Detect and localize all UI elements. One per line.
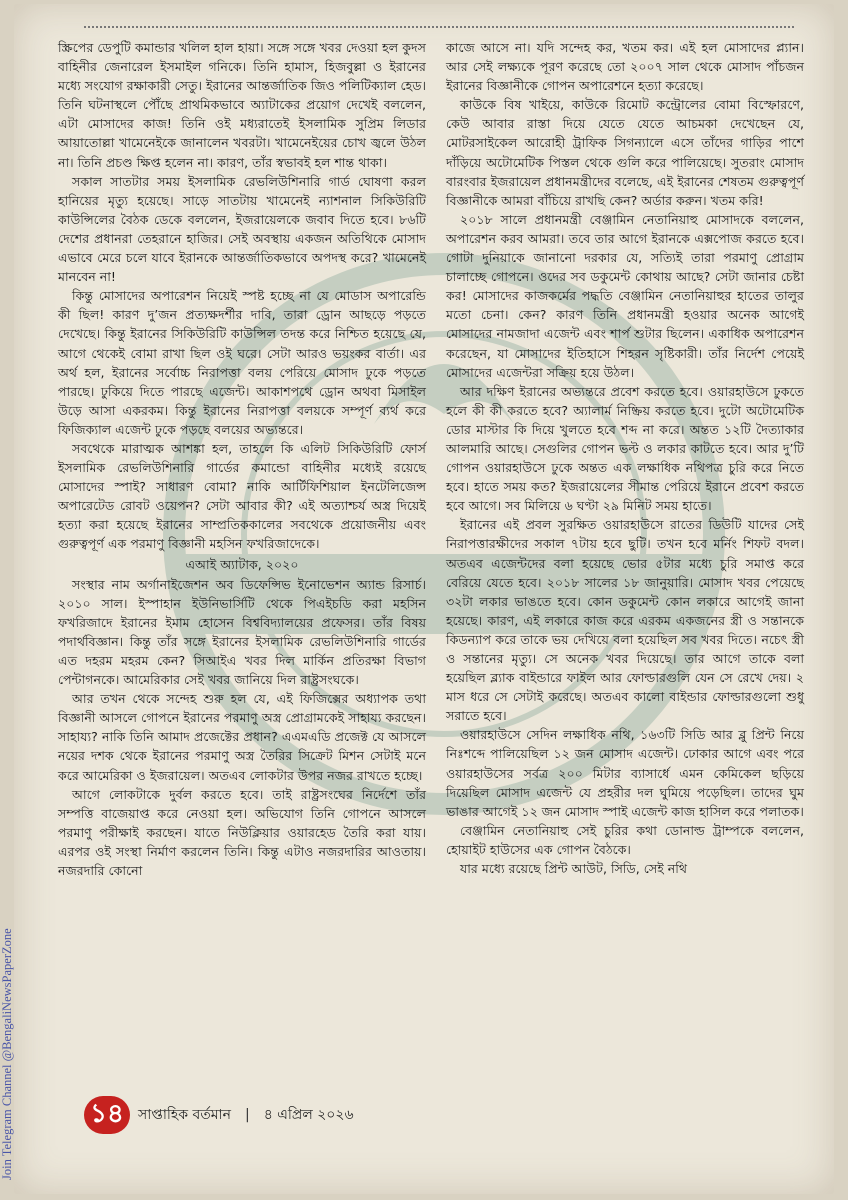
paragraph: সংস্থার নাম অর্গানাইজেশন অব ডিফেন্সিভ ইনোভেশন অ্যান্ড রিসার্চ। ২০১০ সাল। ইস্পাহান ইউনিভার্সিটি থেকে পিএইচডি করা মহসিন ফখরিজাদে ইরানের ইমাম হোসেন বিশ্ববিদ্যালয়ের প্রফেসর। তাঁর বিষয় পদার্থবিজ্ঞান। কিন্তু তাঁর সঙ্গে ইরানের ইসলামিক রেভলিউশিনারি গার্ডের এত দহরম মহরম কেন? সিআইএ খবর দিল মার্কিন প্রতিরক্ষা বিভাগ পেন্টাগনকে। আমেরিকার সেই খবর জানিয়ে দিল রাষ্ট্রসংঘকে। bbox=[58, 576, 426, 688]
paragraph: স্ক্রিপের ডেপুটি কমান্ডার খলিল হাল হায়া। সঙ্গে সঙ্গে খবর দেওয়া হল কুদস বাহিনীর জেনারেল ইসমাইল গনিকে। তিনি হামাস, হিজবুল্লা ও ইরানের মধ্যে সংযোগ রক্ষাকারী সেতু। ইরানের আন্তর্জাতিক জিও পলিটিক্যাল হেড। তিনি ঘটনাস্থলে পৌঁছে প্রাথমিকভাবে অ্যাটাকের প্রয়োগ দেখেই বললেন, এটা মোসাদের কাজ! তিনি ওই মধ্যরাতেই ইসলামিক সুপ্রিম লিডার আয়াতোল্লা খামেনেইকে জানালেন খবরটা। খামেনেইয়ের চোখ জ্বলে উঠল না। তিনি প্রচণ্ড ক্ষিপ্ত হলেন না। কারণ, তাঁর স্বভাবই হল শান্ত থাকা। bbox=[58, 40, 426, 170]
paragraph: ইরানের এই প্রবল সুরক্ষিত ওয়ারহাউসে রাতের ডিউটি যাদের সেই নিরাপত্তারক্ষীদের সকাল ৭টায় হবে ছুটি। তখন হবে মর্নিং শিফট বদল। অতএব এজেন্টদের বলা হয়েছে ভোর ৫টার মধ্যে চুরি সমাপ্ত করে বেরিয়ে যেতে হবে। ২০১৮ সালের ১৮ জানুয়ারি। মোসাদ খবর পেয়েছে ৩২টা লকার ভাঙতে হবে। কোন ডকুমেন্ট কোন লকারে আগেই জানা হয়েছে। কারণ, এই লকারে কাজ করে এরকম একজনের স্ত্রী ও সন্তানকে কিডন্যাপ করে তাকে ভয় দেখিয়ে বলা হয়েছিল সব খবর দিতে। নচেৎ স্ত্রী ও সন্তানের মৃত্যু। সে অনেক খবর দিয়েছে। তার আগে তাকে বলা হয়েছিল ব্ল্যাক বাইন্ডারে ফাইল আর ফোল্ডারগুলি যেন সে রেখে দেয়। ২ মাস ধরে সে সেটাই করেছে। অতএব কালো বাইন্ডার ফোল্ডারগুলো শুধু সরাতে হবে। bbox=[446, 517, 804, 724]
side-telegram-left: Join Telegram Channel @BengaliNewsPaperZone bbox=[0, 928, 14, 1180]
paragraph: ২০১৮ সালে প্রধানমন্ত্রী বেঞ্জামিন নেতানিয়াহু মোসাদকে বললেন, অপারেশন করব আমরা। তবে তার আগে ইরানকে এক্সপোজ করতে হবে। গোটা দুনিয়াকে জানানো দরকার যে, সত্যিই তারা পরমাণু প্রোগ্রাম চালাচ্ছে গোপনে। ওদের সব ডকুমেন্ট কোথায় আছে? সেটা জানার চেষ্টা কর! মোসাদের কাজকর্মের পদ্ধতি বেঞ্জামিন নেতানিয়াহুর হাতের তালুর মতো চেনা। কেন? কারণ তিনি প্রধানমন্ত্রী হওয়ার অনেক আগেই মোসাদের নামজাদা এজেন্ট এবং শার্প শুটার ছিলেন। একাধিক অপারেশন করেছেন, যা মোসাদের ইতিহাসে শিহরন সৃষ্টিকারী। তাঁর নির্দেশ পেয়েই মোসাদের এজেন্টরা সক্রিয় হয়ে উঠল। bbox=[446, 211, 804, 380]
page-footer bbox=[84, 1096, 354, 1134]
paragraph: কাউকে বিষ খাইয়ে, কাউকে রিমোট কন্ট্রোলের বোমা বিস্ফোরণে, কেউ আবার রাস্তা দিয়ে যেতে যেতে আচমকা দেখেছেন যে, মোটরসাইকেল আরোহী ট্রাফিক সিগন্যালে এসে তাঁদের গাড়ির পাশে দাঁড়িয়ে অটোমেটিক পিস্তল থেকে গুলি করে পালিয়েছে। সুতরাং মোসাদ বারংবার ইজরায়েল প্রধানমন্ত্রীদের বলেছে, এই ইরানের শেষতম গুরুত্বপূর্ণ বিজ্ঞানীকে আমরা বাঁচিয়ে রাখছি কেন? অর্ডার করুন। খতম করি! bbox=[446, 97, 804, 208]
paragraph: বেঞ্জামিন নেতানিয়াহু সেই চুরির কথা ডোনাল্ড ট্রাম্পকে বললেন, হোয়াইট হাউসের এক গোপন বৈঠকে। bbox=[446, 822, 804, 857]
top-dotted-rule bbox=[84, 26, 794, 28]
paragraph: সকাল সাতটার সময় ইসলামিক রেভলিউশিনারি গার্ড ঘোষণা করল হানিয়ের মৃত্যু হয়েছে। সাড়ে সাতটায় খামেনেই ন্যাশনাল সিকিউরিটি কাউন্সিলের বৈঠক ডেকে বললেন, ইজরায়েলকে জবাব দিতে হবে। ৮৬টি দেশের প্রধানরা তেহরানে হাজির। সেই অবস্থায় একজন অতিথিকে মোসাদ এভাবে মেরে চলে যাবে ইরানকে আন্তর্জাতিকভাবে অপদস্থ করে? খামেনেই মানবেন না! bbox=[58, 173, 426, 285]
publication-name: সাপ্তাহিক বর্তমান bbox=[138, 1107, 231, 1123]
paragraph: ওয়ারহাউসে সেদিন লক্ষাধিক নথি, ১৬৩টি সিডি আর ব্লু প্রিন্ট নিয়ে নিঃশব্দে পালিয়েছিল ১২ জন মোসাদ এজেন্ট। ঢোকার আগে এবং পরে ওয়ারহাউসের সর্বত্র ২০০ মিটার ব্যাসার্ধে এমন কেমিকেল ছড়িয়ে দিয়েছিল মোসাদ এজেন্ট যে প্রহরীর দল ঘুমিয়ে পড়েছিল। তাদের ঘুম ভাঙার আগেই ১২ জন মোসাদ স্পাই এজেন্ট কাজ হাসিল করে পলাতক। bbox=[446, 727, 804, 819]
paragraph: সবথেকে মারাত্মক আশঙ্কা হল, তাহলে কি এলিট সিকিউরিটি ফোর্স ইসলামিক রেভলিউশিনারি গার্ডের কমান্ডো বাহিনীর মধ্যেই রয়েছে মোসাদের স্পাই? সাধারণ বোমা? নাকি আর্টিফিশিয়াল ইনটেলিজেন্স অপারেটেড রোবট ওয়েপন? সেটা আবার কী? এই অত্যাশ্চর্য অস্ত্র দিয়েই হত্যা করা হয়েছে ইরানের সাম্প্রতিককালের সবথেকে প্রয়োজনীয় এবং গুরুত্বপূর্ণ এক পরমাণু বিজ্ঞানী মহসিন ফখরিজাদেকে। bbox=[58, 440, 426, 552]
paragraph: আর দক্ষিণ ইরানের অভ্যন্তরে প্রবেশ করতে হবে। ওয়ারহাউসে ঢুকতে হলে কী কী করতে হবে? অ্যালার্ম নিষ্ক্রিয় করতে হবে। দুটো অটোমেটিক ডোর মাস্টার কি দিয়ে খুলতে হবে শব্দ না করে। অন্তত ১২টি দৈত্যাকার আলমারি আছে। সেগুলির গোপন ভল্ট ও লকার কাটতে হবে। আর দু’টি গোপন ওয়ারহাউসে ঢুকে অন্তত এক লক্ষাধিক নথিপত্র চুরি করে নিতে হবে। হাতে সময় কত? ইজরায়েলের সীমান্ত পেরিয়ে ইরানে প্রবেশ করতে হবে আগে। সব মিলিয়ে ৬ ঘণ্টা ২৯ মিনিট সময় হাতে। bbox=[446, 383, 804, 514]
paragraph: আর তখন থেকে সন্দেহ শুরু হল যে, এই ফিজিক্সের অধ্যাপক তথা বিজ্ঞানী আসলে গোপনে ইরানের পরমাণু অস্ত্র প্রোগ্রামকেই সাহায্য করছেন। সাহায্য? নাকি তিনি আমাদ প্রজেক্টের প্রধান? এএমএডি প্রজেক্ট যে আসলে নয়ের দশক থেকে ইরানের পরমাণু অস্ত্র তৈরির সিক্রেট মিশন সেটাই মনে করে আমেরিকা ও ইজরায়েল। অতএব লোকটার উপর নজর রাখতে হচ্ছে। bbox=[58, 691, 426, 783]
footer-separator: | bbox=[244, 1107, 250, 1123]
paragraph: যার মধ্যে রয়েছে প্রিন্ট আউট, সিডি, সেই নথি bbox=[460, 861, 688, 877]
magazine-page bbox=[14, 4, 834, 1194]
paragraph: আগে লোকটাকে দুর্বল করতে হবে। তাই রাষ্ট্রসংঘের নির্দেশে তাঁর সম্পত্তি বাজেয়াপ্ত করে নেওয়া হল। অভিযোগ তিনি গোপনে আসলে পরমাণু পরীক্ষাই করছেন। যাতে নিউক্লিয়ার ওয়ারহেড তৈরি করা যায়। এরপর ওই সংস্থা নির্মাণ করলেন তিনি। কিন্তু এটাও নজরদারির আওতায়। নজরদারি কোনো bbox=[58, 786, 426, 879]
page-number: ১৪ bbox=[84, 1096, 130, 1134]
paragraph: কিন্তু মোসাদের অপারেশন নিয়েই স্পষ্ট হচ্ছে না যে মোডাস অপারেন্ডি কী ছিল! কারণ দু’জন প্রত্যক্ষদর্শীর দাবি, তারা ড্রোন আছড়ে পড়তে দেখেছে। কিন্তু ইরানের সিকিউরিটি কাউন্সিল তদন্ত করে নিশ্চিত হয়েছে যে, আগে থেকেই বোমা রাখা ছিল ওই ঘরে। সেটা আরও ভয়ংকর বার্তা। এর অর্থ হল, ইরানের সর্বোচ্চ নিরাপত্তা বলয় পেরিয়ে মোসাদ ঢুকে পড়তে পারছে। ঢুকিয়ে দিতে পারছে এজেন্ট। আকাশপথে ড্রোন অথবা মিসাইল উড়ে আসা একরকম। কিন্তু ইরানের নিরাপত্তা বলয়কে সম্পূর্ণ ব্যর্থ করে ফিজিক্যাল এজেন্ট ঢুকে পড়ছে বলয়ের অভ্যন্তরে। bbox=[58, 288, 426, 437]
paragraph: কাজে আসে না। যদি সন্দেহ কর, খতম কর। এই হল মোসাদের প্ল্যান। আর সেই লক্ষ্যকে পূরণ করেছে তো ২০০৭ সাল থেকে মোসাদ পাঁচজন ইরানের বিজ্ঞানীকে গোপন অপারেশনে হত্যা করেছে। bbox=[446, 40, 804, 94]
section-heading: এআই অ্যাটাক, ২০২০ bbox=[185, 556, 299, 572]
right-column bbox=[446, 38, 804, 878]
issue-date: ৪ এপ্রিল ২০২৬ bbox=[263, 1107, 354, 1123]
left-column bbox=[58, 38, 426, 880]
